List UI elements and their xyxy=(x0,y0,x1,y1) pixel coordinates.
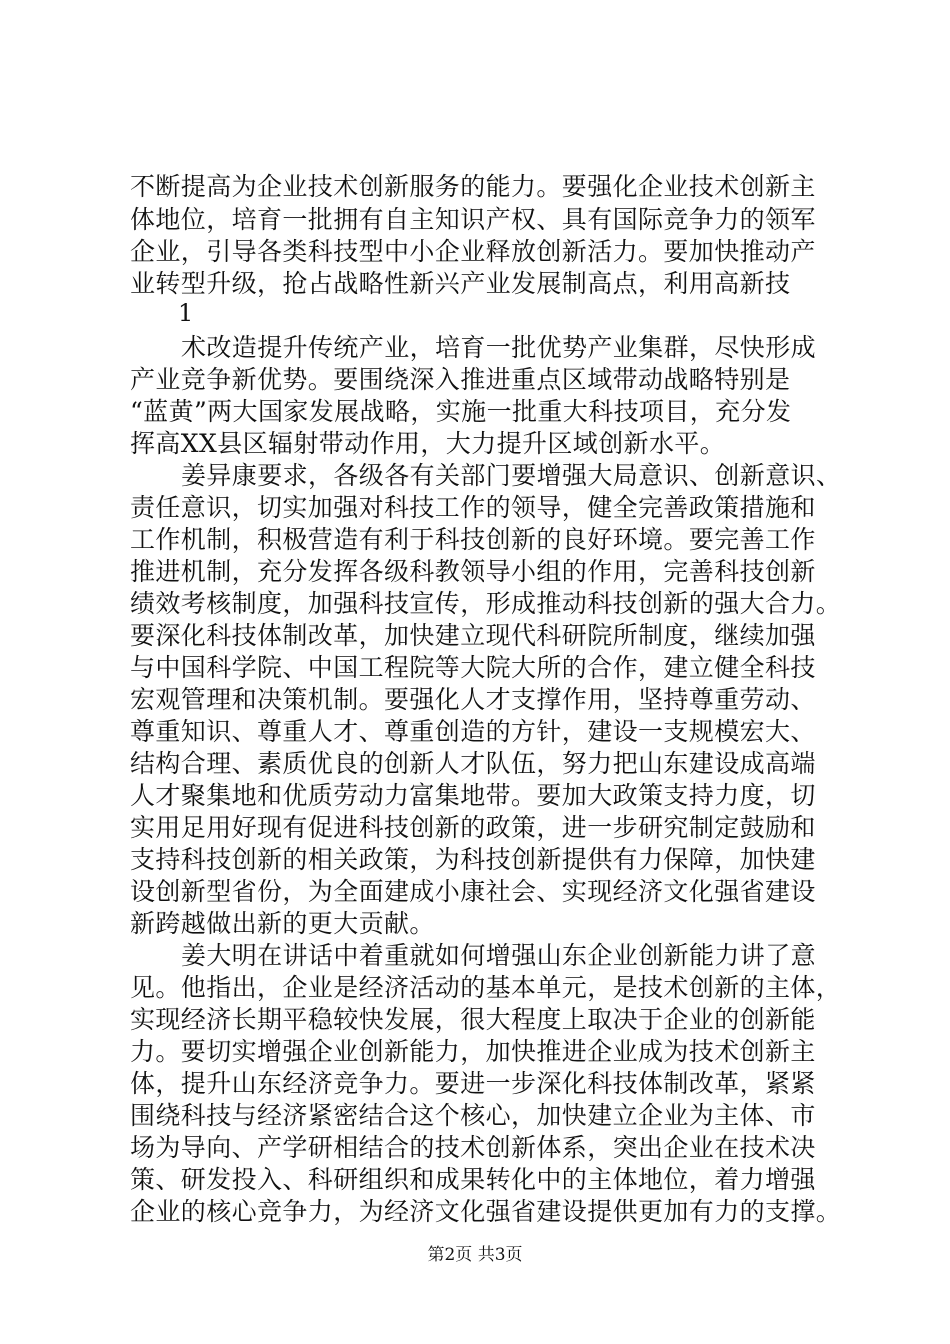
text-line: 宏观管理和决策机制。要强化人才支撑作用，坚持尊重劳动、 xyxy=(130,685,816,714)
text-line: 设创新型省份，为全面建成小康社会、实现经济文化强省建设 xyxy=(130,877,816,906)
text-line: 体地位，培育一批拥有自主知识产权、具有国际竞争力的领军 xyxy=(130,205,816,234)
text-line: 绩效考核制度，加强科技宣传，形成推动科技创新的强大合力。 xyxy=(130,589,842,618)
text-line: 术改造提升传统产业，培育一批优势产业集群，尽快形成 xyxy=(181,333,817,362)
text-line: 工作机制，积极营造有利于科技创新的良好环境。要完善工作 xyxy=(130,525,816,554)
text-line: 力。要切实增强企业创新能力，加快推进企业成为技术创新主 xyxy=(130,1037,816,1066)
text-line: 支持科技创新的相关政策，为科技创新提供有力保障，加快建 xyxy=(130,845,816,874)
text-line: 人才聚集地和优质劳动力富集地带。要加大政策支持力度，切 xyxy=(130,781,816,810)
text-line: 挥高XX县区辐射带动作用，大力提升区域创新水平。 xyxy=(130,429,726,458)
text-line: 与中国科学院、中国工程院等大院大所的合作，建立健全科技 xyxy=(130,653,816,682)
text-line: 业转型升级，抢占战略性新兴产业发展制高点，利用高新技 xyxy=(130,269,791,298)
text-line: 企业，引导各类科技型中小企业释放创新活力。要加快推动产 xyxy=(130,237,816,266)
text-line: 要深化科技体制改革，加快建立现代科研院所制度，继续加强 xyxy=(130,621,816,650)
text-line: 尊重知识、尊重人才、尊重创造的方针，建设一支规模宏大、 xyxy=(130,717,816,746)
text-line: 实用足用好现有促进科技创新的政策，进一步研究制定鼓励和 xyxy=(130,813,816,842)
text-line: 见。他指出，企业是经济活动的基本单元，是技术创新的主体， xyxy=(130,973,842,1002)
text-line: 新跨越做出新的更大贡献。 xyxy=(130,909,435,938)
text-line: 企业的核心竞争力，为经济文化强省建设提供更加有力的支撑。 xyxy=(130,1197,842,1226)
text-line: 围绕科技与经济紧密结合这个核心，加快建立企业为主体、市 xyxy=(130,1101,816,1130)
text-line: 实现经济长期平稳较快发展，很大程度上取决于企业的创新能 xyxy=(130,1005,816,1034)
text-line: 不断提高为企业技术创新服务的能力。要强化企业技术创新主 xyxy=(130,172,816,201)
text-line: 责任意识，切实加强对科技工作的领导，健全完善政策措施和 xyxy=(130,493,816,522)
paragraph-start-line: 姜异康要求，各级各有关部门要增强大局意识、创新意识、 xyxy=(181,461,842,490)
text-line: 体，提升山东经济竞争力。要进一步深化科技体制改革，紧紧 xyxy=(130,1069,816,1098)
paragraph-start-line: 姜大明在讲话中着重就如何增强山东企业创新能力讲了意 xyxy=(181,941,817,970)
text-line: 推进机制，充分发挥各级科教领导小组的作用，完善科技创新 xyxy=(130,557,816,586)
text-line: 策、研发投入、科研组织和成果转化中的主体地位，着力增强 xyxy=(130,1165,816,1194)
text-line: 结构合理、素质优良的创新人才队伍，努力把山东建设成高端 xyxy=(130,749,816,778)
text-line: “蓝黄”两大国家发展战略，实施一批重大科技项目，充分发 xyxy=(130,397,792,426)
text-line: 产业竞争新优势。要围绕深入推进重点区域带动战略特别是 xyxy=(130,365,791,394)
page-footer: 第2页 共3页 xyxy=(427,1245,523,1265)
page-marker: 1 xyxy=(178,299,194,327)
text-line: 场为导向、产学研相结合的技术创新体系，突出企业在技术决 xyxy=(130,1133,816,1162)
